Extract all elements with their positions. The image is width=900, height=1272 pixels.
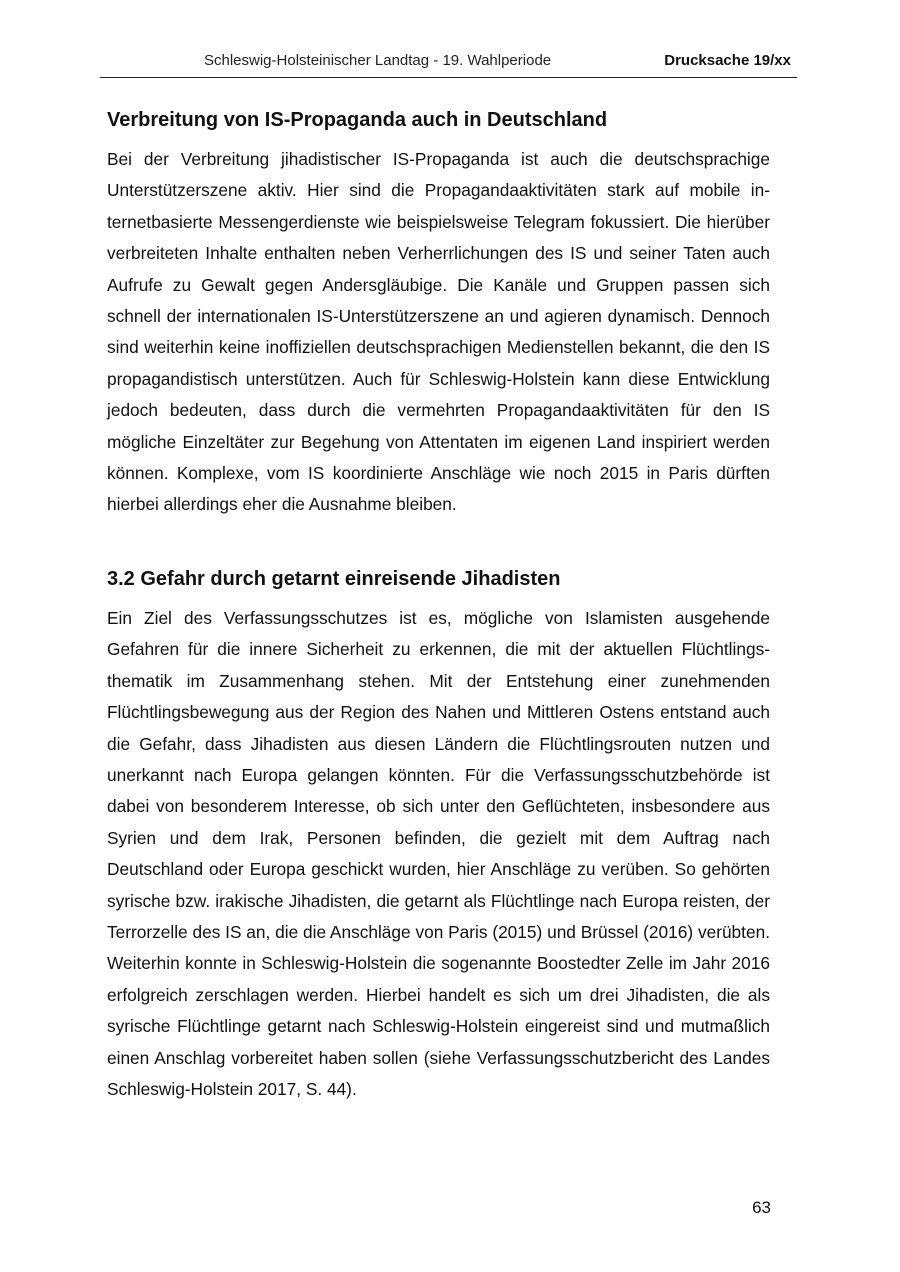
page-content [107,104,770,1105]
section-heading-jihadists: 3.2 Gefahr durch getarnt einreisende Jihadisten [107,567,561,590]
page-header [100,50,797,78]
section-heading-propaganda: Verbreitung von IS-Propaganda auch in Deutschland [107,109,608,131]
paragraph-propaganda: Bei der Verbreitung jihadistischer IS-Propaganda ist auch die deutschsprachige Unterstützerszene aktiv. Hier sind die Propagandaaktivitäten stark auf mobile internetbasierte Messengerdienste wie beispielsweise Telegram fokussiert. Die hierüber verbreiteten Inhalte enthalten neben Verherrlichungen des IS und seiner Taten auch Aufrufe zu Gewalt gegen Andersgläubige. Die Kanäle und Gruppen passen sich schnell der internationalen IS-Unterstützerszene an und agieren dynamisch. Dennoch sind weiterhin keine inoffiziellen deutschsprachigen Medienstellen bekannt, die den IS propagandistisch unterstützen. Auch für Schleswig-Holstein kann diese Entwicklung jedoch bedeuten, dass durch die vermehrten Propagandaaktivitäten für den IS mögliche Einzeltäter zur Begehung von Attentaten im eigenen Land inspiriert werden können. Komplexe, vom IS koordinierte Anschläge wie noch 2015 in Paris dürften hierbei allerdings eher die Ausnahme bleiben. [107,149,770,515]
document-number: Drucksache 19/xx [664,52,791,69]
paragraph-jihadists: Ein Ziel des Verfassungsschutzes ist es, mögliche von Islamisten ausgehende Gefahren für die innere Sicherheit zu erkennen, die mit der aktuellen Flüchtlingsthematik im Zusammenhang stehen. Mit der Entstehung einer zunehmenden Flüchtlingsbewegung aus der Region des Nahen und Mittleren Ostens entstand auch die Gefahr, dass Jihadisten aus diesen Ländern die Flüchtlingsrouten nutzen und unerkannt nach Europa gelangen könnten. Für die Verfassungsschutzbehörde ist dabei von besonderem Interesse, ob sich unter den Geflüchteten, insbesondere aus Syrien und dem Irak, Personen befinden, die gezielt mit dem Auftrag nach Deutschland oder Europa geschickt wurden, hier Anschläge zu verüben. So gehörten syrische bzw. irakische Jihadisten, die getarnt als Flüchtlinge nach Europa reisten, der Terrorzelle des IS an, die die Anschläge von Paris (2015) und Brüssel (2016) verübten. Weiterhin konnte in Schleswig-Holstein die sogenannte Boostedter Zelle im Jahr 2016 erfolgreich zerschlagen werden. Hierbei handelt es sich um drei Jihadisten, die als syrische Flüchtlinge getarnt nach Schleswig-Holstein eingereist sind und mutmaßlich einen Anschlag vorbereitet haben sollen (siehe Verfassungsschutzbericht des Landes Schleswig-Holstein 2017, S. 44). [107,607,770,1099]
page-number: 63 [752,1198,771,1217]
header-title: Schleswig-Holsteinischer Landtag - 19. Wahlperiode [204,52,552,69]
